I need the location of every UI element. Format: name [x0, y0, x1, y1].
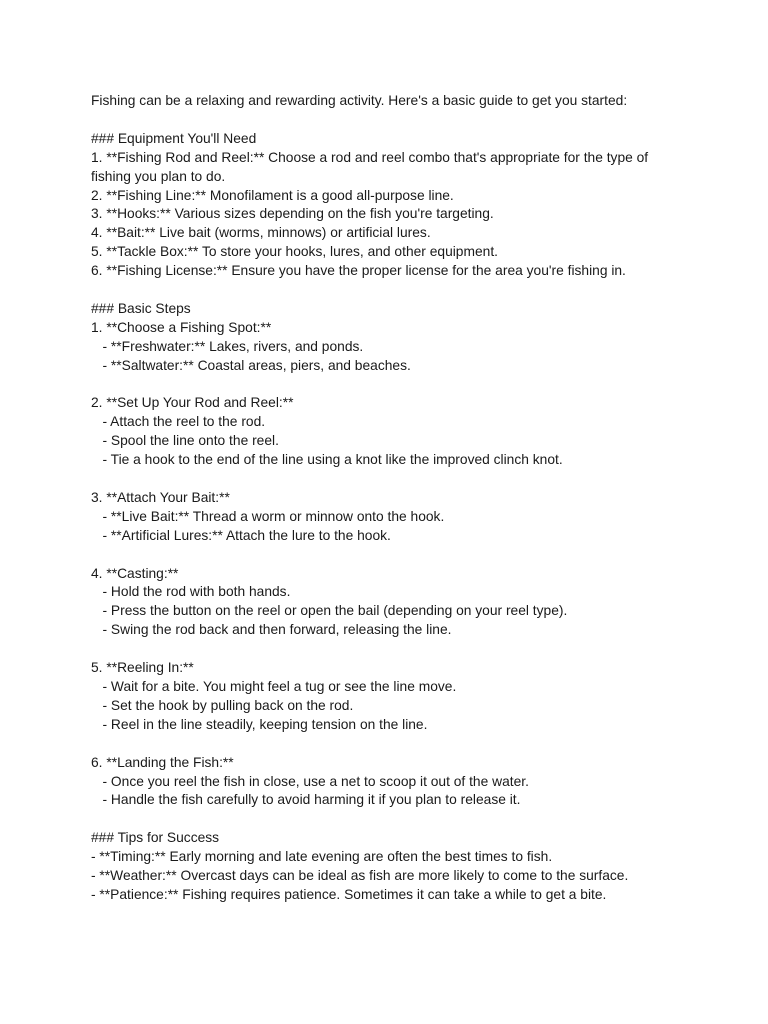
step-line: - Hold the rod with both hands. [91, 584, 291, 600]
step-title: 2. **Set Up Your Rod and Reel:** [91, 395, 294, 411]
tip-item: - **Patience:** Fishing requires patience. Sometimes it can take a while to get a bite. [91, 886, 607, 902]
step-line: - Handle the fish carefully to avoid harming it if you plan to release it. [91, 792, 521, 808]
steps-heading: ### Basic Steps [91, 300, 191, 316]
equipment-item: 4. **Bait:** Live bait (worms, minnows) or artificial lures. [91, 225, 431, 241]
equipment-heading: ### Equipment You'll Need [91, 130, 257, 146]
document-body [91, 92, 691, 905]
equipment-item: 5. **Tackle Box:** To store your hooks, lures, and other equipment. [91, 244, 498, 260]
step-line: - Attach the reel to the rod. [91, 414, 266, 430]
step-line: - Swing the rod back and then forward, releasing the line. [91, 622, 452, 638]
equipment-item: 1. **Fishing Rod and Reel:** Choose a rod and reel combo that's appropriate for the type of fishing you plan to do. [91, 149, 652, 184]
blank-line [91, 810, 691, 829]
tip-item: - **Weather:** Overcast days can be ideal as fish are more likely to come to the surface. [91, 868, 629, 884]
blank-line [91, 111, 691, 130]
step-title: 5. **Reeling In:** [91, 660, 194, 676]
step-line: - **Live Bait:** Thread a worm or minnow onto the hook. [91, 508, 445, 524]
blank-line [91, 281, 691, 300]
step-title: 4. **Casting:** [91, 565, 179, 581]
step-line: - Once you reel the fish in close, use a net to scoop it out of the water. [91, 773, 529, 789]
intro-paragraph: Fishing can be a relaxing and rewarding activity. Here's a basic guide to get you started: [91, 93, 628, 108]
tip-item: - **Timing:** Early morning and late evening are often the best times to fish. [91, 849, 553, 865]
step-line: - Tie a hook to the end of the line using a knot like the improved clinch knot. [91, 452, 563, 468]
step-title: 1. **Choose a Fishing Spot:** [91, 319, 272, 335]
blank-line [91, 546, 691, 565]
blank-line [91, 735, 691, 754]
step-line: - Press the button on the reel or open the bail (depending on your reel type). [91, 603, 568, 619]
tips-heading: ### Tips for Success [91, 830, 220, 846]
step-line: - **Saltwater:** Coastal areas, piers, and beaches. [91, 357, 411, 373]
equipment-item: 3. **Hooks:** Various sizes depending on the fish you're targeting. [91, 206, 494, 222]
step-line: - Wait for a bite. You might feel a tug or see the line move. [91, 679, 457, 694]
step-line: - **Freshwater:** Lakes, rivers, and ponds. [91, 338, 364, 354]
step-line: - Spool the line onto the reel. [91, 433, 279, 449]
blank-line [91, 640, 691, 659]
step-title: 6. **Landing the Fish:** [91, 754, 234, 770]
blank-line [91, 376, 691, 395]
step-line: - Reel in the line steadily, keeping tension on the line. [91, 716, 428, 732]
equipment-item: 2. **Fishing Line:** Monofilament is a good all-purpose line. [91, 187, 454, 203]
blank-line [91, 470, 691, 489]
step-line: - **Artificial Lures:** Attach the lure to the hook. [91, 527, 391, 543]
equipment-item: 6. **Fishing License:** Ensure you have the proper license for the area you're fishing in. [91, 263, 626, 279]
step-line: - Set the hook by pulling back on the rod. [91, 697, 354, 713]
step-title: 3. **Attach Your Bait:** [91, 489, 230, 505]
